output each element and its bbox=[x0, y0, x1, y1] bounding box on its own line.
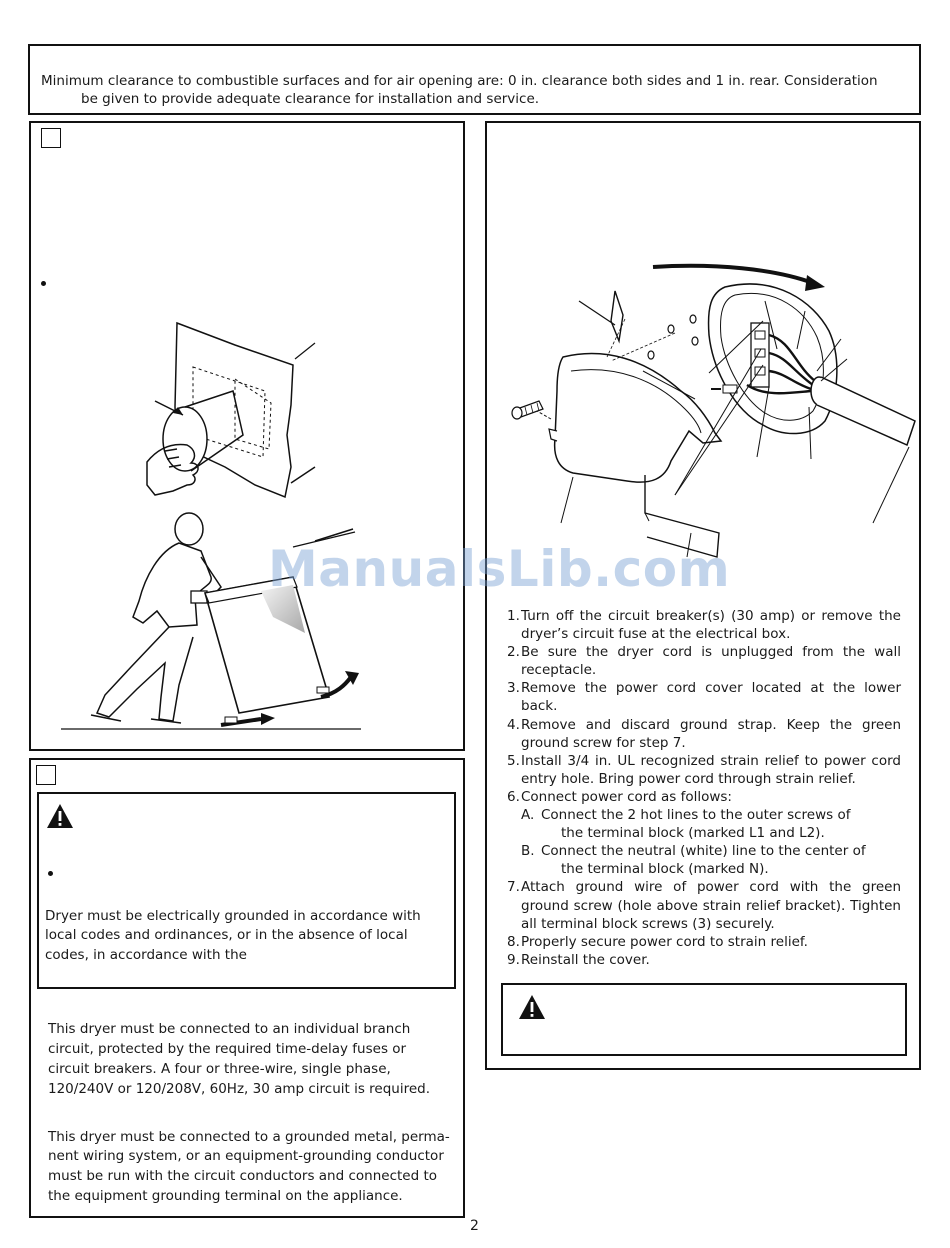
circuit-p2-line4: the equipment grounding terminal on the appliance. bbox=[48, 1188, 403, 1204]
step-item: 9. Reinstall the cover. bbox=[507, 951, 650, 968]
left-bottom-panel bbox=[29, 758, 465, 1218]
instruction-steps bbox=[507, 607, 901, 969]
warning-icon bbox=[45, 802, 75, 830]
step-item: 8. Properly secure power cord to strain relief. bbox=[507, 933, 808, 950]
circuit-p2-line1: This dryer must be connected to a grounded metal, perma- bbox=[48, 1129, 450, 1145]
bullet bbox=[48, 871, 53, 876]
warning-box-right bbox=[501, 983, 907, 1056]
circuit-p1-line3: circuit breakers. A four or three-wire, single phase, bbox=[48, 1061, 391, 1077]
grounding-text-3: codes, in accordance with the bbox=[45, 947, 247, 963]
step-item: 4. Remove and discard ground strap. Keep the green ground screw for step 7. bbox=[507, 716, 901, 751]
grounding-text-1: Dryer must be electrically grounded in accordance with bbox=[45, 908, 421, 924]
substep-b: B. Connect the neutral (white) line to the center of the terminal block (marked N). bbox=[521, 843, 866, 878]
step-item: 6. Connect power cord as follows: A. Connect the 2 hot lines to the outer screws of the terminal block (marked L1 and L2). B. Connect the neutral (white) line to the center of the terminal block (marked N). bbox=[507, 788, 901, 878]
step-checkbox bbox=[41, 128, 61, 148]
page-number: 2 bbox=[470, 1218, 479, 1234]
circuit-p1-line4: 120/240V or 120/208V, 60Hz, 30 amp circuit is required. bbox=[48, 1081, 431, 1097]
clearance-line-1: Minimum clearance to combustible surfaces and for air opening are: 0 in. clearance both sides and 1 in. rear. Consideration bbox=[41, 73, 878, 89]
exhaust-hood-illustration bbox=[115, 317, 355, 507]
bullet bbox=[41, 281, 46, 286]
step-item: 1. Turn off the circuit breaker(s) (30 amp) or remove the dryer’s circuit fuse at the electrical box. bbox=[507, 608, 901, 643]
watermark: ManualsLib.com bbox=[268, 540, 731, 598]
substep-a: A. Connect the 2 hot lines to the outer screws of the terminal block (marked L1 and L2). bbox=[521, 807, 851, 842]
warning-icon bbox=[517, 993, 547, 1021]
step-item: 2. Be sure the dryer cord is unplugged from the wall receptacle. bbox=[507, 644, 901, 679]
circuit-p1-line1: This dryer must be connected to an individual branch bbox=[48, 1021, 411, 1037]
step-checkbox bbox=[36, 765, 56, 785]
step-item: 3. Remove the power cord cover located at the lower back. bbox=[507, 680, 901, 715]
circuit-p2-line3: must be run with the circuit conductors and connected to bbox=[48, 1168, 438, 1184]
left-top-panel bbox=[29, 121, 465, 751]
circuit-p1-line2: circuit, protected by the required time-delay fuses or bbox=[48, 1041, 407, 1057]
step-item: 5. Install 3/4 in. UL recognized strain relief to power cord entry hole. Bring power cord through strain relief. bbox=[507, 752, 901, 787]
circuit-p2-line2: nent wiring system, or an equipment-grounding conductor bbox=[48, 1148, 444, 1164]
clearance-box bbox=[28, 44, 921, 115]
clearance-line-2: be given to provide adequate clearance for installation and service. bbox=[81, 91, 540, 107]
grounding-text-2: local codes and ordinances, or in the absence of local bbox=[45, 927, 408, 943]
warning-box bbox=[37, 792, 456, 989]
step-item: 7. Attach ground wire of power cord with the green ground screw (hole above strain relief bracket). Tighten all terminal block screws (3) securely. bbox=[507, 879, 901, 932]
